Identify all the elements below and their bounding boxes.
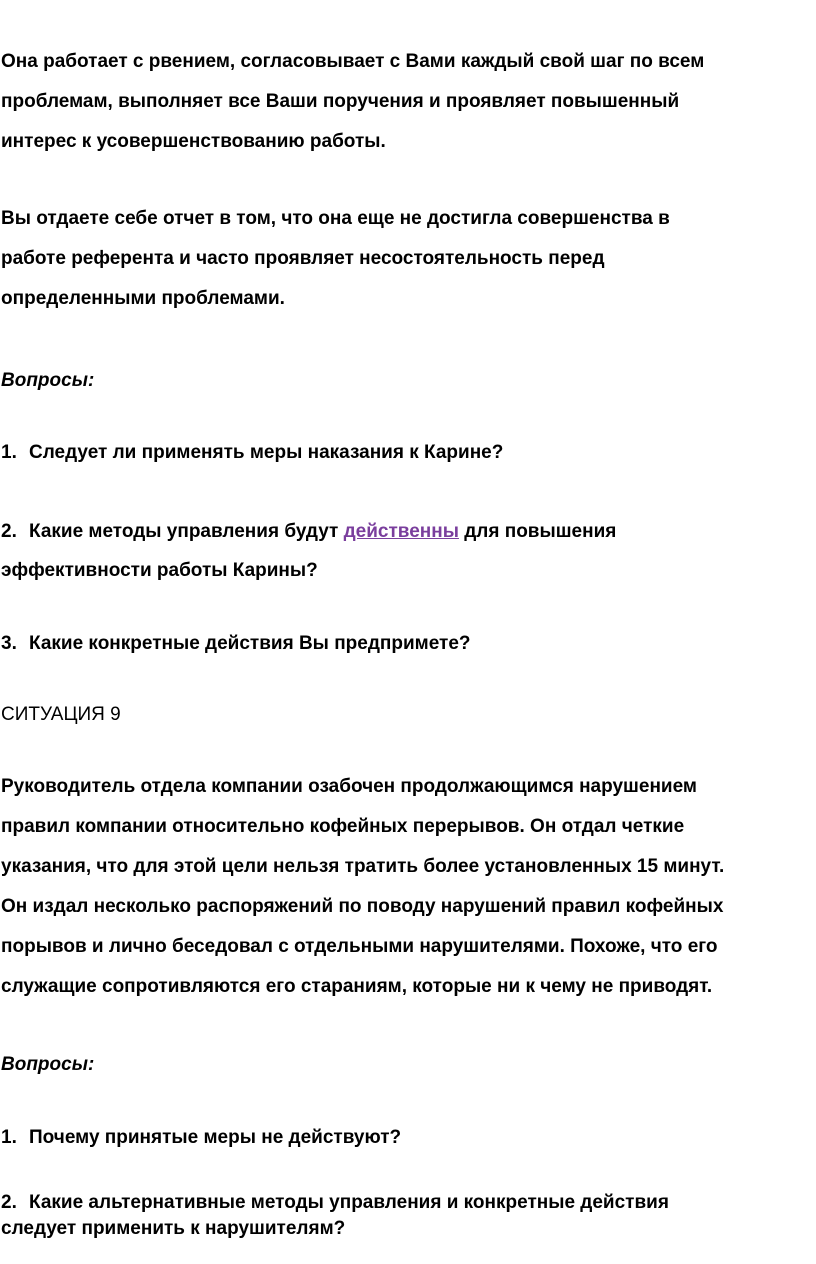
- text-line: [1, 1190, 669, 1216]
- question-number: 1.: [1, 442, 17, 463]
- question-text: Какие альтернативные методы управления и конкретные действия: [29, 1192, 669, 1213]
- text-line: работе референта и часто проявляет несостоятельность перед: [1, 248, 605, 269]
- question-number: 1.: [1, 1127, 17, 1148]
- text-line: указания, что для этой цели нельзя тратить более установленных 15 минут.: [1, 856, 725, 877]
- questions-heading: Вопросы:: [1, 370, 95, 391]
- question-item: [1, 512, 616, 590]
- text-line: следует применить к нарушителям?: [1, 1218, 346, 1239]
- question-text: Следует ли применять меры наказания к Карине?: [29, 442, 504, 463]
- text-line: служащие сопротивляются его стараниям, которые ни к чему не приводят.: [1, 976, 713, 997]
- section-title: СИТУАЦИЯ 9: [1, 704, 121, 725]
- question-number: 2.: [1, 521, 17, 542]
- text-line: Руководитель отдела компании озабочен продолжающимся нарушением: [1, 776, 697, 797]
- paragraph-karina-shortcomings: [1, 199, 670, 319]
- text-line: порывов и лично беседовал с отдельными нарушителями. Похоже, что его: [1, 936, 718, 957]
- question-number: 3.: [1, 633, 17, 654]
- question-number: 2.: [1, 1192, 17, 1213]
- text-line: [1, 512, 616, 551]
- question-text: Почему принятые меры не действуют?: [29, 1127, 402, 1148]
- text-line: Он издал несколько распоряжений по поводу нарушений правил кофейных: [1, 896, 724, 917]
- questions-heading: Вопросы:: [1, 1054, 95, 1075]
- text-line: эффективности работы Карины?: [1, 560, 318, 581]
- paragraph-karina-diligence: [1, 42, 704, 162]
- question-text: Какие методы управления будут: [29, 521, 344, 542]
- text-line: Она работает с рвением, согласовывает с Вами каждый свой шаг по всем: [1, 51, 705, 72]
- text-line: проблемам, выполняет все Ваши поручения и проявляет повышенный: [1, 91, 680, 112]
- question-item: [1, 1118, 401, 1158]
- question-item: [1, 1190, 669, 1242]
- text-line: Вы отдаете себе отчет в том, что она еще не достигла совершенства в: [1, 208, 670, 229]
- paragraph-coffee-breaks: [1, 767, 724, 1007]
- question-item: [1, 433, 503, 473]
- text-line: определенными проблемами.: [1, 288, 285, 309]
- question-text: Какие конкретные действия Вы предпримете?: [29, 633, 471, 654]
- question-text: для повышения: [458, 521, 617, 542]
- text-line: правил компании относительно кофейных перерывов. Он отдал четкие: [1, 816, 685, 837]
- question-item: [1, 624, 471, 664]
- hyperlink-effective[interactable]: действенны: [343, 521, 459, 542]
- text-line: интерес к усовершенствованию работы.: [1, 131, 386, 152]
